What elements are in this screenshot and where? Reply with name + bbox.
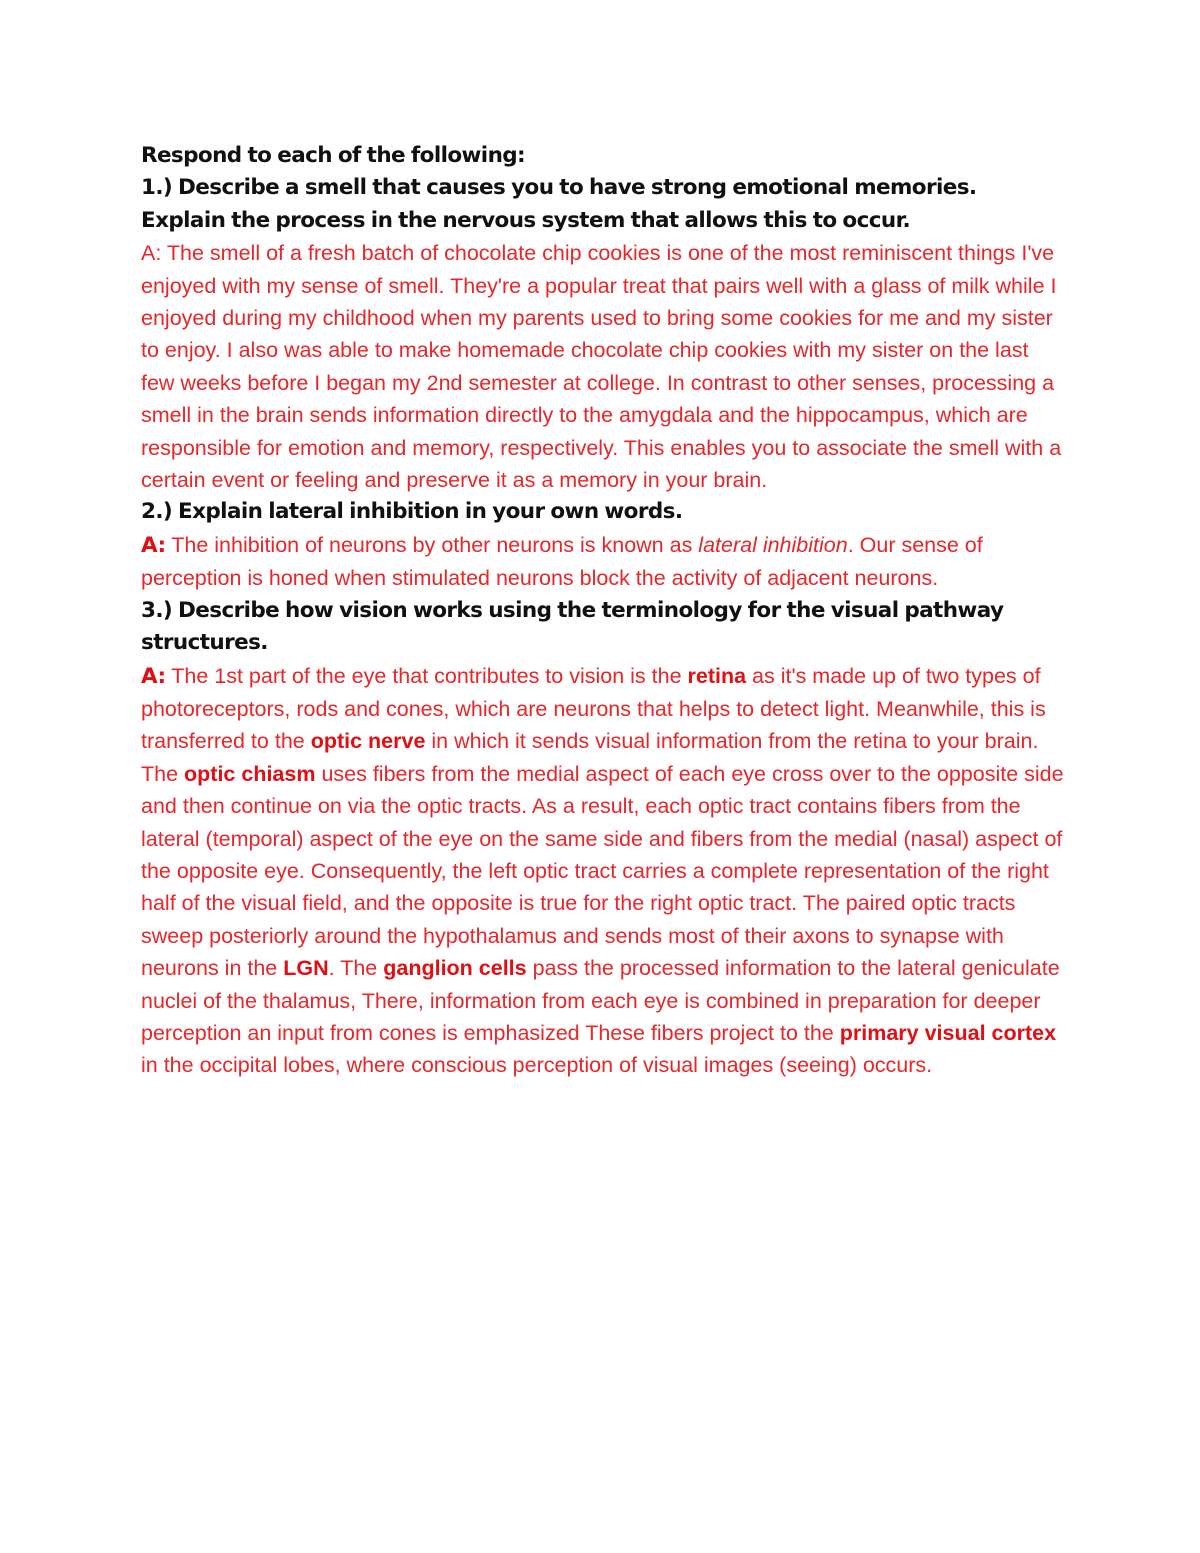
instructions-heading: Respond to each of the following: (141, 143, 526, 168)
answer-2 (141, 529, 1066, 595)
answer-1: A: The smell of a fresh batch of chocolate chip cookies is one of the most reminiscent things I've enjoyed with my sense of smell. They're a popular treat that pairs well with a glass of milk while I enjoyed during my childhood when my parents used to bring some cookies for me and my sister to enjoy. I also was able to make homemade chocolate chip cookies with my sister on the last few weeks before I began my 2nd semester at college. In contrast to other senses, processing a smell in the brain sends information directly to the amygdala and the hippocampus, which are responsible for emotion and memory, respectively. This enables you to associate the smell with a certain event or feeling and preserve it as a memory in your brain. (141, 241, 1062, 493)
answer-3-text-3: in which it sends visual information from the retina to your brain. The (141, 729, 1039, 786)
answer-3-text-2: as it's made up of two types of photoreceptors, rods and cones, which are neurons that helps to detect light. Meanwhile, this is transferred to the (141, 663, 1046, 754)
term-lgn: LGN (283, 956, 329, 981)
term-optic-chiasm: optic chiasm (184, 761, 316, 786)
answer-3-label: A: (141, 663, 166, 689)
answer-2-text-part2: . Our sense of perception is honed when stimulated neurons block the activity of adjacent neurons. (141, 532, 983, 591)
answer-3-text-1: The 1st part of the eye that contributes to vision is the (165, 663, 688, 688)
term-retina: retina (687, 663, 747, 688)
term-ganglion-cells: ganglion cells (383, 956, 527, 981)
answer-3-text-6: pass the processed information to the lateral geniculate nuclei of the thalamus, There, information from each eye is combined in preparation for deeper perception an input from cones is emphasized These fibers project to the (141, 956, 1060, 1045)
question-3: 3.) Describe how vision works using the terminology for the visual pathway structures. (141, 597, 1004, 656)
answer-3-text-5: . The (328, 956, 384, 981)
answer-2-label: A: (141, 532, 166, 558)
question-2: 2.) Explain lateral inhibition in your own words. (141, 499, 683, 525)
term-optic-nerve: optic nerve (310, 729, 426, 754)
answer-3 (141, 660, 1066, 1082)
answer-2-text-part1: The inhibition of neurons by other neurons is known as (165, 532, 699, 557)
term-primary-visual-cortex: primary visual cortex (839, 1020, 1057, 1045)
answer-3-text-7: in the occipital lobes, where conscious perception of visual images (seeing) occurs. (141, 1053, 933, 1078)
answer-2-term-lateral-inhibition: lateral inhibition (698, 532, 848, 557)
question-1: 1.) Describe a smell that causes you to have strong emotional memories. Explain the process in the nervous system that allows this to occur. (141, 175, 977, 233)
answer-3-text-4: uses fibers from the medial aspect of each eye cross over to the opposite side and then continue on via the optic tracts. As a result, each optic tract contains fibers from the lateral (temporal) aspect of the eye on the same side and fibers from the medial (nasal) aspect of the opposite eye. Consequently, the left optic tract carries a complete representation of the right half of the visual field, and the opposite is true for the right optic tract. The paired optic tracts sweep posteriorly around the hypothalamus and sends most of their axons to synapse with neurons in the (141, 761, 1064, 981)
document-body (141, 140, 1066, 1082)
